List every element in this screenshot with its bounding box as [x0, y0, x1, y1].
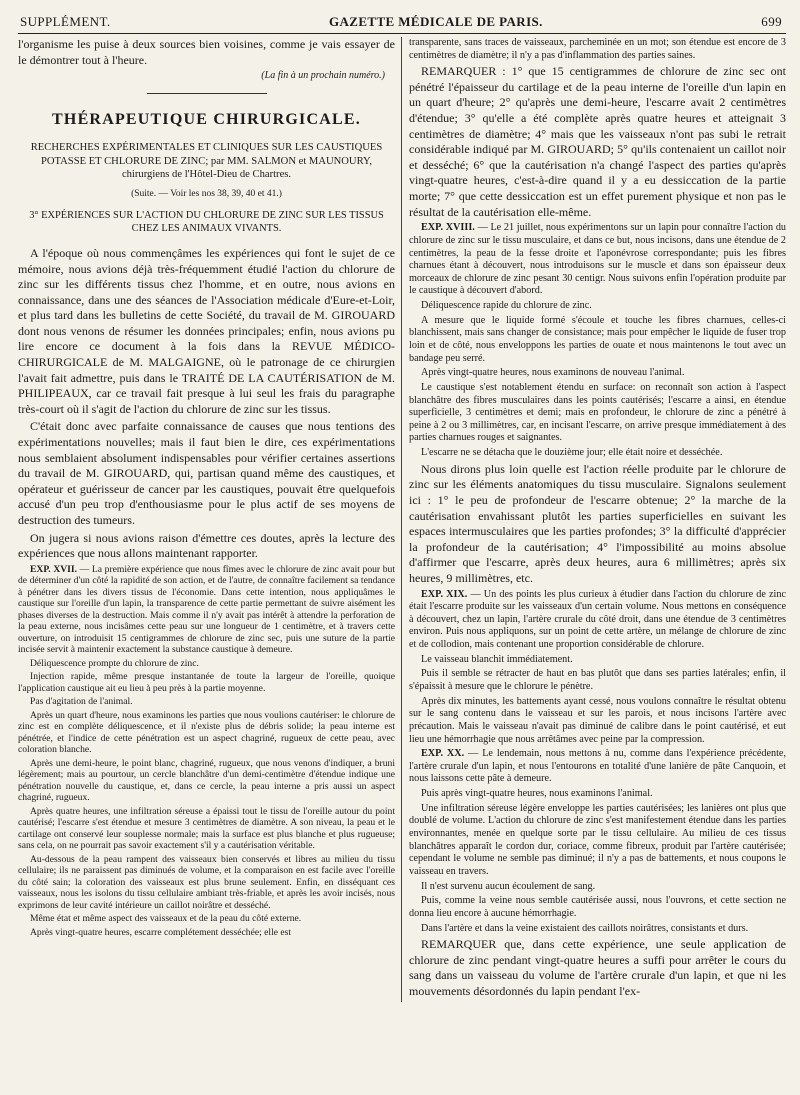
subsection-title: 3° EXPÉRIENCES SUR L'ACTION DU CHLORURE DE ZINC SUR LES TISSUS CHEZ LES ANIMAUX VIVANTS. — [29, 209, 384, 235]
experiment-label: EXP. XVIII. — [421, 222, 475, 234]
experiment-text: — Le lendemain, nous mettons à nu, comme dans l'expérience précédente, l'artère crurale d'un lapin, et nous l'entourons en totalité d'une lanière de pâte Canquoin, et nous laissons cette pâte à demeure. — [409, 748, 786, 785]
paragraph: Déliquescence prompte du chlorure de zinc. — [30, 657, 199, 669]
paragraph: Puis après vingt-quatre heures, nous examinons l'animal. — [421, 788, 653, 800]
intro-paragraph: l'organisme les puise à deux sources bien voisines, comme je vais essayer de le démontrer tout à l'heure. — [18, 37, 395, 67]
paragraph: Nous dirons plus loin quelle est l'action réelle produite par le chlorure de zinc sur les éléments anatomiques du tissu musculaire. Signalons seulement ici : 1° le peu de profondeur de l'escarre obtenue; 2° la marche de la cautérisation envahissant plutôt les parties superficielles en suivant les espaces intermusculaires que les parties profondes; 3° la difficulté d'apprécier la profondeur de la cautérisation; 4° l'impossibilité au moins absolue d'affirmer que l'escarre, après deux heures, aura 6 millimètres; après six heures, 9 millimètres, etc. — [409, 461, 786, 585]
paragraph: Après dix minutes, les battements ayant cessé, nous voulons connaître le résultat obtenu sur le sang contenu dans le vaisseau et sur les parois, et nous incisons l'artère avec précaution. Mais le vaisseau n'avait pas diminué de calibre dans le point cautérisé, et eut lieu une hémorrhagie que nous arrêtâmes avec peine par la compression. — [409, 695, 786, 745]
paragraph: Dans l'artère et dans la veine existaient des caillots noirâtres, consistants et durs. — [421, 922, 749, 934]
publication-title: GAZETTE MÉDICALE DE PARIS. — [328, 14, 543, 29]
paragraph: Une infiltration séreuse légère enveloppe les parties cautérisées; les lanières ont plus que doublé de volume. L'action du chlorure de zinc s'est manifestement étendue dans les parties environnantes, menée en quelque sorte par le tissu cellulaire. Au milieu de ces tissus blanchâtres apparaît le cordon dur, coriace, comme fibreux, produit par l'artère cautérisée; cependant le volume ne semble pas diminué; il n'y a pas de battements, et nous coupons le vaisseau en travers. — [409, 802, 786, 877]
experiment-text: — Le 21 juillet, nous expérimentons sur un lapin pour connaître l'action du chlorure de zinc sur le tissu musculaire, et dans ce but, nous incisons, dans une étendue de 2 centimètres, la peau de la fesse droite et l'aponévrose correspondante; puis les fibres charnues étant à découvert, nous introduisons sur le muscle et dans son épaisseur deux morceaux de chlorure de zinc pesant 30 centigr. Nous suivons enfin l'opération produite par le caustique à découvert d'abord. — [409, 222, 787, 297]
remark-1 — [409, 64, 786, 220]
paragraph: Même état et même aspect des vaisseaux et de la peau du côté externe. — [30, 913, 302, 925]
paragraph: Après une demi-heure, le point blanc, chagriné, rugueux, que nous venons d'indiquer, a bruni légèrement; mais au pourtour, un cercle blanchâtre d'un demi-centimètre d'étendue indique une pénétration nouvelle du caustique, et, dans ce cercle, la peau interne a pris aussi un aspect chagriné, rugueux. — [18, 757, 395, 804]
paragraph: Au-dessous de la peau rampent des vaisseaux bien conservés et libres au milieu du tissu cellulaire; ils ne paraissent pas diminués de volume, et la comparaison en est facile avec l'oreille du côté sain; la coloration des vaisseaux est plus brune seulement. Enfin, en disséquant ces vaisseaux, nous les isolons du tissu cellulaire ambiant très-friable, et après les avoir incisés, nous exprimons de leur cavité intérieure un caillot noirâtre et desséché. — [18, 853, 395, 911]
remark-label: REMARQUER — [421, 64, 497, 79]
paragraph: A mesure que le liquide formé s'écoule et touche les fibres charnues, celles-ci blanchissent, mais sans changer de consistance; mais pour empêcher le liquide de fuser trop loin et de côté, nous enveloppons les parties de ouate et nous maintenons le tout avec un bandage peu serré. — [409, 314, 786, 364]
section-title: THÉRAPEUTIQUE CHIRURGICALE. — [52, 110, 361, 128]
paragraph: A l'époque où nous commençâmes les expériences qui font le sujet de ce mémoire, nous avions déjà très-fréquemment étudié l'action du chlorure de zinc sur les différents tissus chez l'homme, et en outre, nous avions en connaissance, dans une des séances de l'Association médicale d'Eure-et-Loir, et plus tard dans les bulletins de cette Société, du travail de M. GIROUARD dont nous venons de résumer les données principales; enfin, nous avions pu lire encore ce document à la fois dans la REVUE MÉDICO-CHIRURGICALE de M. MALGAIGNE, où le patronage de ce chirurgien l'avait fait admettre, puis dans le TRAITÉ DE LA CAUTÉRISATION de M. PHILIPEAUX, car ce travail fait presque à lui seul les frais du paragraphe très-court où il s'agit de l'action du chlorure de zinc sur les tissus. — [18, 245, 395, 416]
paragraph: On jugera si nous avions raison d'émettre ces doutes, après la lecture des expériences que nous allons maintenant rapporter. — [18, 530, 395, 561]
paragraph: Puis, comme la veine nous semble cautérisée aussi, nous l'ouvrons, et cette section ne donna lieu encore à aucune hémorrhagie. — [409, 895, 786, 919]
paragraph: Le vaisseau blanchit immédiatement. — [421, 653, 573, 665]
section-divider — [147, 93, 267, 94]
paragraph: Puis il semble se rétracter de haut en bas plutôt que dans ses parties latérales; enfin, il s'épaissit à mesure que le chlorure le pénètre. — [409, 668, 786, 692]
paragraph: Après vingt-quatre heures, escarre complétement desséchée; elle est — [30, 926, 292, 938]
right-column — [401, 37, 786, 1002]
remark-2 — [409, 937, 786, 999]
paragraph: Il n'est survenu aucun écoulement de sang. — [421, 880, 596, 892]
paragraph: Après quatre heures, une infiltration séreuse a épaissi tout le tissu de l'oreille autour du point cautérisé; l'escarre s'est étendue et mesure 3 centimètres de diamètre. A son niveau, la peau et le cartilage ont conservé leur souplesse normale; mais la surface est plus blanche et plus rugueuse; sans cela, on ne pourrait pas savoir exactement s'il y a cautérisation véritable. — [18, 805, 395, 852]
page-number: 699 — [761, 14, 782, 29]
columns — [18, 37, 786, 1002]
paragraph: Le caustique s'est notablement étendu en surface: on reconnaît son action à l'aspect blanchâtre des fibres musculaires dans les points cautérisés; l'escarre a ainsi, en étendue superficielle, 3 centimètres et demi; mais en profondeur, le chlorure de zinc a pénétré à peine à 2 ou 3 millimètres, car, en incisant l'escarre, on arrive presque immédiatement à des parties charnues rouges et saignantes. — [409, 381, 786, 444]
experiment-18 — [409, 222, 786, 298]
remark-label: REMARQUER — [421, 937, 497, 952]
experiment-label: EXP. XX. — [421, 748, 465, 760]
remark-text: que, dans cette expérience, une seule application de chlorure de zinc pendant vingt-quatre heures a suffi pour arrêter le cours du sang dans un vaisseau du volume de l'artère crurale d'un lapin, et que ni les mouvements désordonnés du lapin pendant l'ex- — [409, 937, 786, 998]
page-header — [18, 14, 786, 34]
paragraph: transparente, sans traces de vaisseaux, parcheminée en un mot; son étendue est encore de 3 centimètres de diamètre; il n'y a pas d'inflammation des parties saines. — [409, 37, 786, 61]
paragraph: Injection rapide, même presque instantanée de toute la largeur de l'oreille, quoique l'application caustique ait eu lieu à peu près à la partie moyenne. — [18, 671, 395, 694]
paragraph: Après un quart d'heure, nous examinons les parties que nous voulions cautériser: le chlorure de zinc est en complète déliquescence, et il n'existe plus de débris solide; la peau interne est pénétrée, et l'indice de cette pénétration est un aspect chagriné, rugueux de cette peau, avec coloration blanche. — [18, 709, 395, 756]
article-heading: RECHERCHES EXPÉRIMENTALES ET CLINIQUES SUR LES CAUSTIQUES POTASSE ET CHLORURE DE ZINC; par MM. SALMON et MAUNOURY, chirurgiens de l'Hôtel-Dieu de Chartres. — [30, 142, 383, 180]
experiment-text: — Un des points les plus curieux à étudier dans l'action du chlorure de zinc était l'escarre produite sur les vaisseaux d'un certain volume. Nous mettons en conséquence à découvert, chez un lapin, l'artère crurale du côté droit, dans une étendue de 3 centimètres environ. Puis nous appliquons, sur un point de cette artère, un mélange de chlorure de zinc et de collodion, mais contenant une proportion considérable de chlorure. — [409, 588, 786, 651]
experiment-17 — [18, 564, 395, 656]
paragraph: C'était donc avec parfaite connaissance de causes que nous tentions des expérimentations nouvelles; mais il faut bien le dire, ces expérimentations nous semblaient absolument indispensables pour vérifier certaines assertions du travail de M. GIROUARD, qui, partisan quand même des caustiques, et opérateur et guérisseur de cancer par les caustiques, pouvait être quelquefois accusé d'un peu trop d'enthousiasme pour le plus actif de ses moyens de destruction des tumeurs. — [18, 419, 395, 527]
left-column — [18, 37, 401, 1002]
experiment-20 — [409, 748, 786, 786]
paragraph: Pas d'agitation de l'animal. — [30, 696, 133, 708]
experiment-label: EXP. XVII. — [30, 563, 78, 575]
to-be-continued: (La fin à un prochain numéro.) — [261, 70, 385, 82]
remark-text: : 1° que 15 centigrammes de chlorure de zinc sec ont pénétré l'épaisseur du cartilage et de la peau interne de l'oreille d'un lapin en un quart d'heure; 2° qu'après une demi-heure, l'escarre avait 2 centimètres d'étendue; 3° qu'elle a été complète après quatre heures et atteignait 3 centimètres de diamètre; 4° mais que les vaisseaux n'ont pas subi le retrait considérable indiqué par M. GIROUARD; 5° qu'ils contenaient un caillot noir et desséché; 6° que la cautérisation n'a changé l'aspect des parties qu'après vingt-quatre heures, c'est-à-dire quand il y a eu dessiccation de la partie morte; 7° que cette dessiccation est un effet purement physique et non pas le résultat de la cautérisation elle-même. — [409, 64, 786, 219]
experiment-text: — La première expérience que nous fîmes avec le chlorure de zinc avait pour but de déterminer d'un côté la rapidité de son action, et de l'autre, de connaître facilement sa tendance à pénétrer dans les divers tissus de l'économie. Dans cette intention, nous appliquâmes le caustique sur l'oreille d'un lapin, la transparence de cette partie permettant de suivre aisément les phases diverses de la destruction. Mais comme il n'y avait pas intérêt à attendre la perforation de la peau externe, nous incisâmes cette peau sur une longueur de 1 centimètre, et à travers cette ouverture, on introduisit 15 centigrammes de chlorure de zinc sec, puis une suture de la partie incisée servit à maintenir exactement la substance caustique à demeure. — [18, 563, 396, 656]
paragraph: L'escarre ne se détacha que le douzième jour; elle était noire et desséchée. — [421, 447, 723, 459]
experiment-19 — [409, 589, 786, 652]
paragraph: Déliquescence rapide du chlorure de zinc. — [421, 300, 592, 312]
paragraph: Après vingt-quatre heures, nous examinons de nouveau l'animal. — [421, 367, 685, 379]
supplement-label: SUPPLÉMENT. — [20, 14, 111, 29]
continuation-note: (Suite. — Voir les nos 38, 39, 40 et 41.) — [131, 189, 282, 200]
experiment-label: EXP. XIX. — [421, 588, 468, 600]
